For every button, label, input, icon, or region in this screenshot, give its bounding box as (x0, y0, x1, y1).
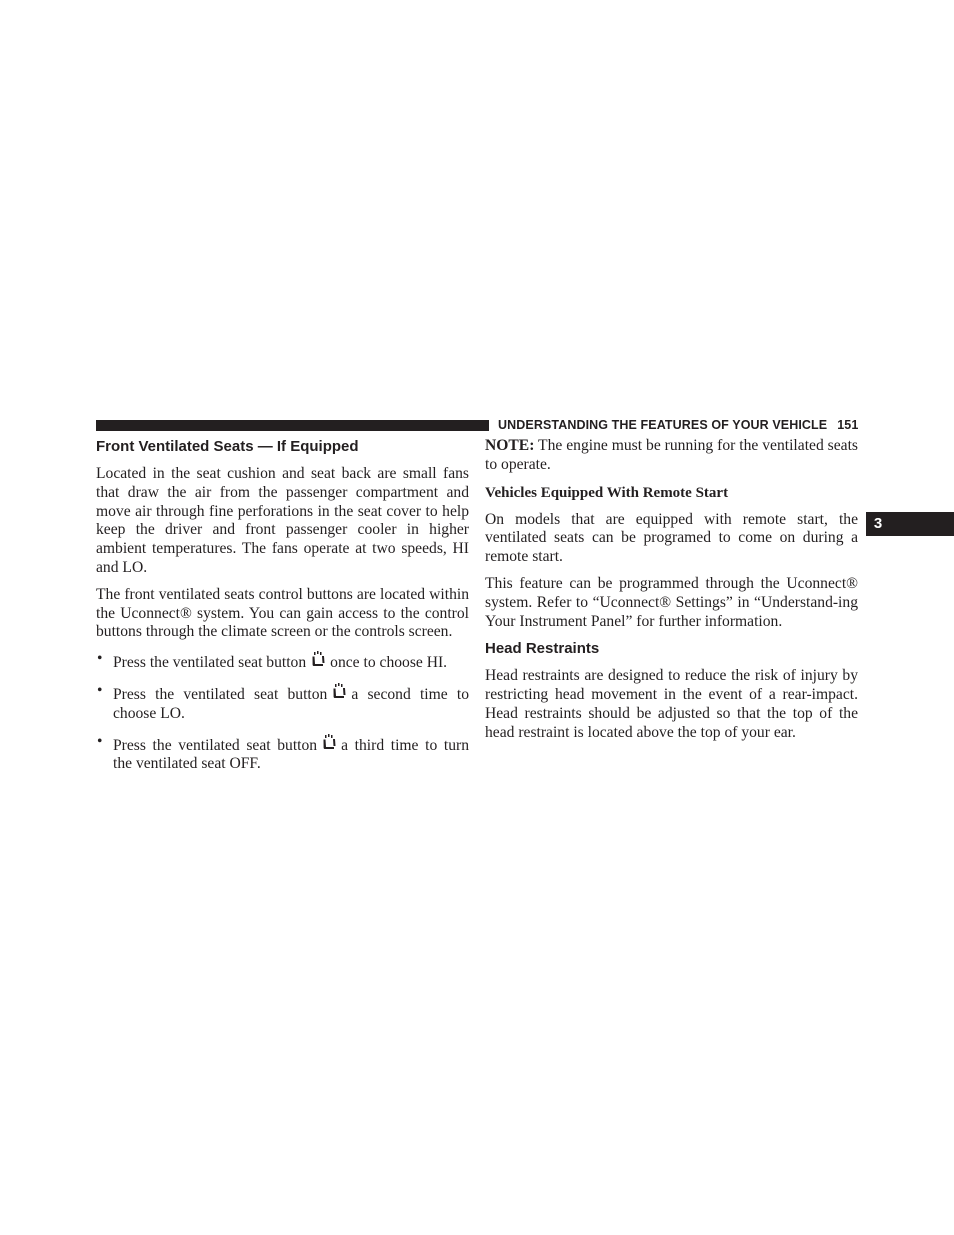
remote-start-heading: Vehicles Equipped With Remote Start (485, 484, 729, 501)
list-item: • Press the ventilated seat button a third time to turn the ventilated seat OFF. (97, 732, 469, 773)
chapter-tab (866, 512, 954, 536)
list-item: • Press the ventilated seat button once to choose HI. (97, 650, 448, 672)
chapter-number: 3 (873, 515, 883, 532)
head-restraints-paragraph: Head restraints are designed to reduce the risk of injury by restricting head movement in the event of a rear-impact. Head restraints should be adjusted so that the top of the head restraint is located above the top of your ear. (485, 667, 858, 741)
head-restraints-heading: Head Restraints (485, 640, 600, 658)
running-header (498, 417, 858, 433)
note-text: The engine must be running for the ventilated seats to operate. (485, 437, 858, 473)
section-heading: Front Ventilated Seats — If Equipped (96, 438, 359, 455)
controls-paragraph: The front ventilated seats control buttons are located within the Uconnect® system. You can gain access to the control buttons through the climate screen or the controls screen. (96, 585, 469, 641)
uconnect-paragraph: This feature can be programmed through the Uconnect® system. Refer to “Uconnect® Settings” in “Understand-ing Your Instrument Panel” for further information. (485, 574, 858, 630)
instruction-list (96, 650, 469, 774)
ventilated-seat-icon (319, 733, 339, 753)
intro-paragraph: Located in the seat cushion and seat back are small fans that draw the air from the passenger compartment and move air through fine perforations in the seat cover to help keep the driver and front passenger cooler in higher ambient temperatures. The fans operate at two speeds, HI and LO. (96, 465, 469, 576)
header-title: UNDERSTANDING THE FEATURES OF YOUR VEHICLE (498, 418, 828, 432)
list-item: • Press the ventilated seat button a second time to choose LO. (97, 681, 469, 722)
page-number: 151 (837, 418, 859, 432)
remote-start-paragraph: On models that are equipped with remote start, the ventilated seats can be programed to come on during a remote start. (485, 510, 858, 566)
ventilated-seat-icon (329, 682, 349, 702)
note-paragraph (485, 437, 858, 475)
note-label: NOTE: (485, 437, 535, 454)
left-column (96, 437, 469, 783)
header-rule (96, 420, 489, 431)
right-column (485, 437, 858, 751)
ventilated-seat-icon (308, 650, 328, 670)
